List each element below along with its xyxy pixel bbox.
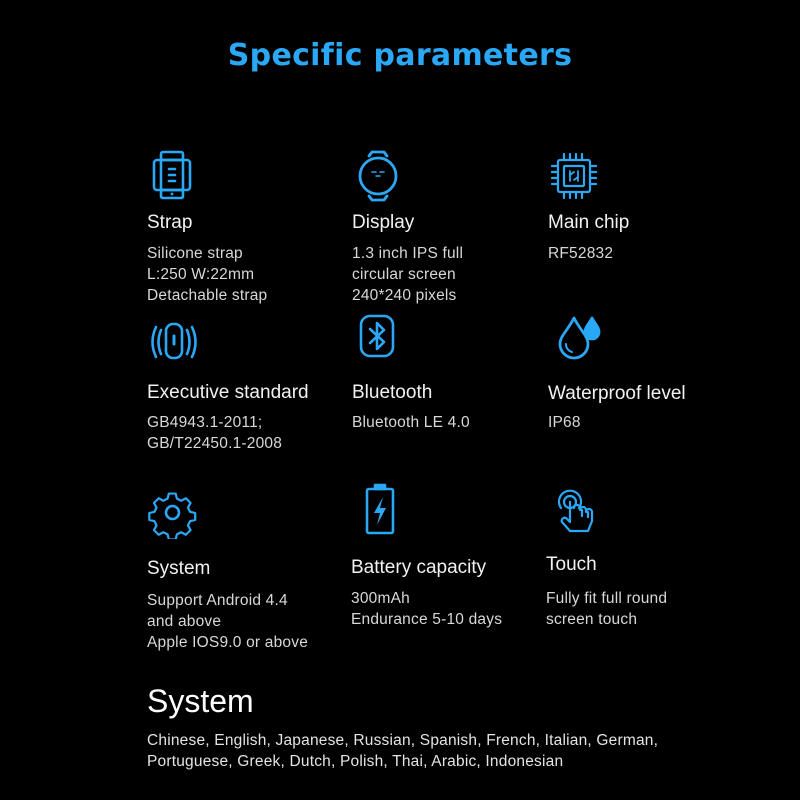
param-label: Display xyxy=(352,212,415,233)
system-section-title: System xyxy=(147,683,254,719)
battery-icon xyxy=(355,483,407,535)
watch-icon xyxy=(352,150,404,202)
page-title: Specific parameters xyxy=(227,38,573,73)
param-label: Battery capacity xyxy=(351,557,487,578)
param-desc-line: Fully fit full round xyxy=(546,590,668,607)
param-desc xyxy=(147,590,308,653)
param-desc xyxy=(147,412,282,454)
param-label: Main chip xyxy=(548,212,630,233)
param-desc-line: IP68 xyxy=(548,414,581,431)
param-desc xyxy=(352,412,470,433)
param-label: Waterproof level xyxy=(548,383,686,404)
chip-icon xyxy=(548,150,600,202)
param-desc-line: 1.3 inch IPS full xyxy=(352,245,464,262)
bluetooth-icon xyxy=(352,312,404,364)
strap-icon xyxy=(147,150,199,202)
param-label: Executive standard xyxy=(147,382,309,403)
param-desc-line: Bluetooth LE 4.0 xyxy=(352,414,470,431)
param-label: Strap xyxy=(147,212,193,233)
param-desc xyxy=(546,588,667,630)
param-desc-line: L:250 W:22mm xyxy=(147,266,255,283)
vibration-icon xyxy=(149,316,201,368)
param-desc xyxy=(351,588,502,630)
param-desc xyxy=(352,243,463,306)
param-desc-line: 240*240 pixels xyxy=(352,287,457,304)
water-drops-icon xyxy=(554,312,606,364)
param-desc-line: and above xyxy=(147,613,222,630)
param-desc-line: Endurance 5-10 days xyxy=(351,611,503,628)
param-label: System xyxy=(147,558,211,579)
param-desc-line: circular screen xyxy=(352,266,456,283)
param-desc-line: GB/T22450.1-2008 xyxy=(147,435,283,452)
param-desc xyxy=(147,243,267,306)
param-desc-line: RF52832 xyxy=(548,245,614,262)
system-languages: Chinese, English, Japanese, Russian, Spanish, French, Italian, German, Portuguese, Greek, Dutch, Polish, Thai, Arabic, Indonesian xyxy=(147,732,659,770)
param-desc xyxy=(548,412,581,433)
param-desc-line: 300mAh xyxy=(351,590,410,607)
param-desc-line: Detachable strap xyxy=(147,287,268,304)
param-desc-line: GB4943.1-2011; xyxy=(147,414,263,431)
param-label: Touch xyxy=(546,554,597,575)
param-desc-line: screen touch xyxy=(546,611,638,628)
gear-icon xyxy=(147,487,199,539)
param-desc-line: Apple IOS9.0 or above xyxy=(147,634,309,651)
param-label: Bluetooth xyxy=(352,382,433,403)
param-desc-line: Support Android 4.4 xyxy=(147,592,288,609)
touch-icon xyxy=(554,486,606,538)
param-desc xyxy=(548,243,613,264)
param-desc-line: Silicone strap xyxy=(147,245,243,262)
